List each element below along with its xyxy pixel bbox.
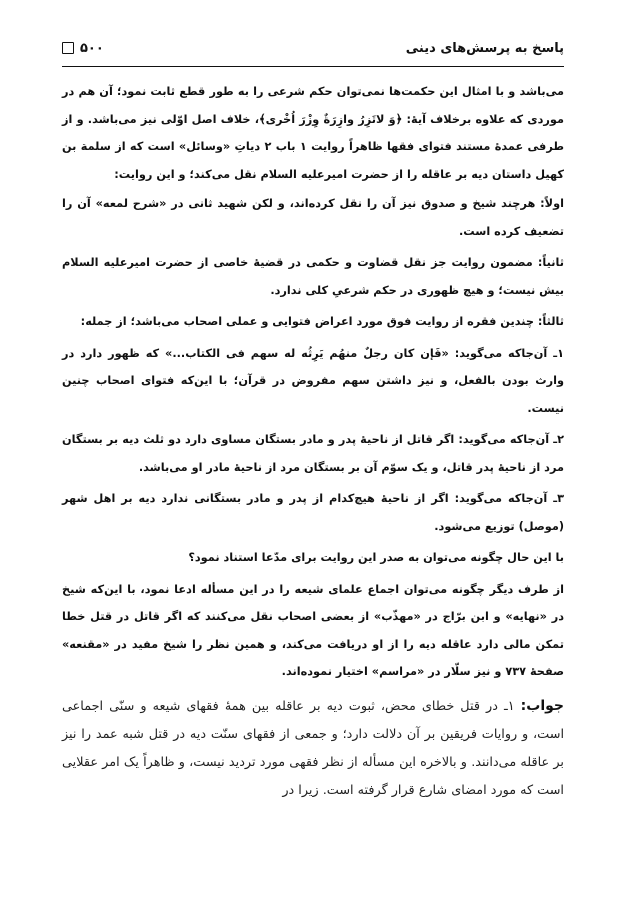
question-paragraph: با این حال چگونه می‌توان به صدر این روایت برای مدّعا استناد نمود؟	[188, 551, 564, 564]
answer-paragraph	[62, 692, 564, 805]
question-paragraph: از طرف دیگر چگونه می‌توان اجماع علمای شیعه را در این مسأله ادعا نمود، با این‌که شیخ در «نهایه» و ابن برّاج در «مهذّب» از بعضی اصحاب نقل می‌کنند که اگر قاتل در قتل خطا تمکن مالی دارد عاقله دیه را از او دریافت می‌کند، و همین نظر را شیخ مفید در «مقنعه» صفحهٔ ۷۳۷ و نیز سلّار در «مراسم» اختیار نموده‌اند.	[62, 582, 564, 678]
page-number-block	[62, 41, 104, 56]
question-paragraph: ۲ـ آن‌جاکه می‌گوید: اگر قاتل از ناحیهٔ پدر و مادر بستگان مساوی دارد دو ثلث دیه بر بستگان مرد از ناحیهٔ پدر قاتل، و یک سوّم آن بر بستگان مرد از ناحیهٔ مادر او می‌باشد.	[62, 433, 564, 474]
answer-label: جواب:	[520, 697, 564, 714]
question-paragraph: می‌باشد و با امثال این حکمت‌ها نمی‌توان حکم شرعی را به طور قطع ثابت نمود؛ آن هم در موردی که علاوه برخلاف آیهٔ: ﴿وَ لاتَزِرُ وازِرَةٌ وِزْرَ اُخْرى﴾، خلاف اصل اوّلی نیز می‌باشد. و از طرفی عمدهٔ مستند فتوای فقها ظاهراً روایت ۱ باب ۲ دیاتِ «وسائل» است که از سلمة بن کهیل داستان دیه بر عاقله را از حضرت امیرعلیه السلام نقل می‌کند؛ و این روایت:	[62, 85, 564, 181]
question-paragraph: ثالثاً: چندین فقره از روایت فوق مورد اعراض فتوایی و عملی اصحاب می‌باشد؛ از جمله:	[80, 315, 564, 328]
page-number: ۵۰۰	[80, 40, 104, 56]
page-header	[62, 32, 564, 64]
answer-text: ۱ـ در قتل خطای محض، ثبوت دیه بر عاقله بین همهٔ فقهای شیعه و سنّی اجماعی است، و روایات فریقین بر آن دلالت دارد؛ و جمعی از فقهای سنّت دیه در قتل شبه عمد را نیز بر عاقله می‌دانند. و بالاخره این مسأله از نظر فقهی مورد تردید نیست، و ظاهراً یک امر عقلایی است که مورد امضای شارع قرار گرفته است. زیرا در	[62, 698, 564, 798]
question-paragraph: ۱ـ آن‌جاکه می‌گوید: «فَإن کان رجلٌ منهُم یَرِثُه له سهم فی الکتاب...» که ظهور دارد در وارث بودن بالفعل، و نیز داشتن سهم مفروض در قرآن؛ با این‌که فتوای اصحاب چنین نیست.	[62, 346, 564, 415]
running-title: پاسخ به پرسش‌های دینی	[405, 40, 564, 56]
page-body	[62, 78, 564, 805]
square-bullet-icon	[62, 42, 74, 54]
header-rule	[62, 66, 564, 67]
question-paragraph: ثانیاً: مضمون روایت جز نقل قضاوت و حکمی در قضیهٔ خاصی از حضرت امیرعلیه السلام بیش نیست؛ و هیچ ظهوری در حکم شرعیِ کلی ندارد.	[62, 256, 564, 297]
question-paragraph: ۳ـ آن‌جاکه می‌گوید: اگر از ناحیهٔ هیچ‌کدام از پدر و مادر بستگانی ندارد دیه بر اهل شهر (موصل) توزیع می‌شود.	[62, 492, 564, 533]
question-paragraph: اولاً: هرچند شیخ و صدوق نیز آن را نقل کرده‌اند، و لکن شهید ثانی در «شرح لمعه» آن را تضعیف کرده است.	[62, 197, 564, 238]
